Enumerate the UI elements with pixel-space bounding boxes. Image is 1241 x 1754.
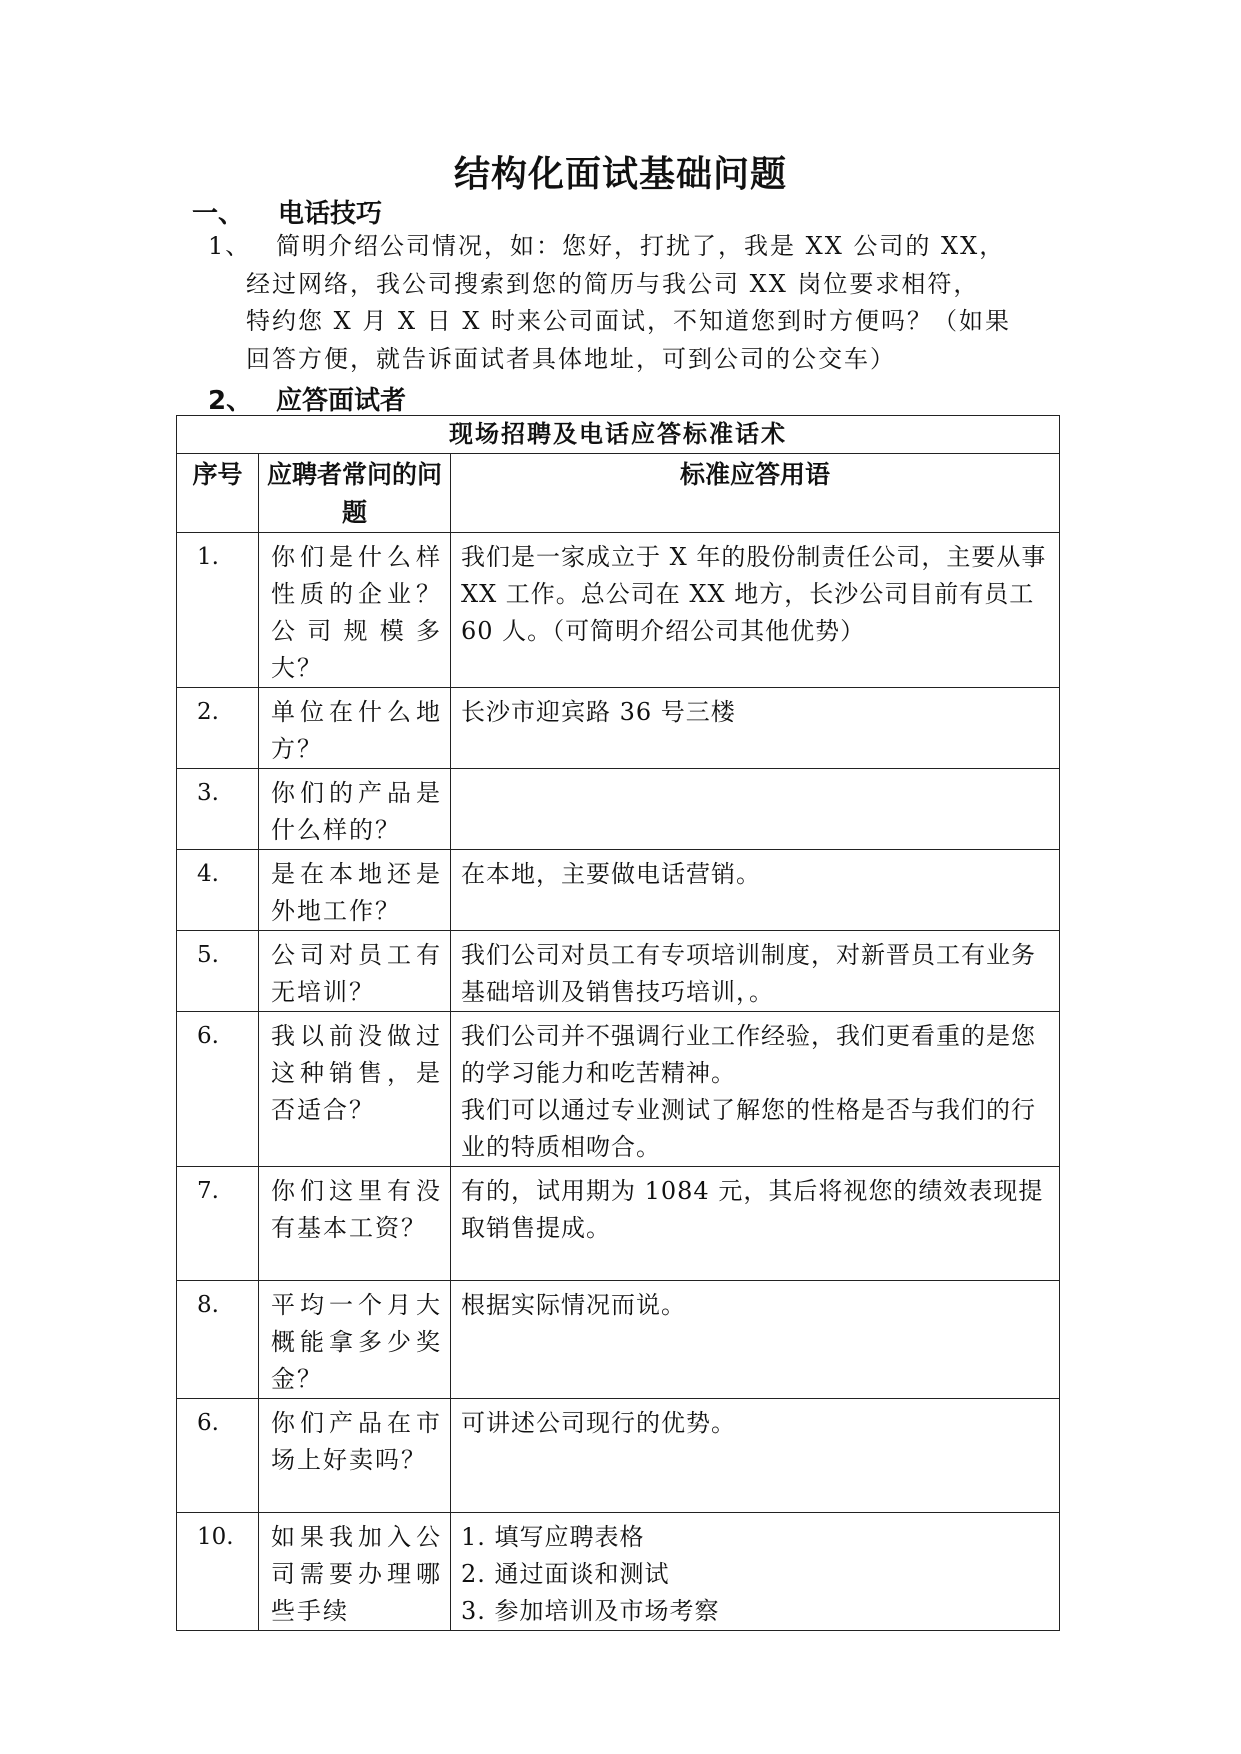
- header-answer: 标准应答用语: [451, 454, 1060, 533]
- answer-line: 有的，试用期为 1084 元，其后将视您的绩效表现提取销售提成。: [461, 1177, 1044, 1242]
- row-answer: [451, 1167, 1060, 1281]
- row-answer: [451, 769, 1060, 850]
- row-number: 1.: [177, 533, 259, 688]
- row-question: 公司对员工有无培训？: [259, 931, 451, 1012]
- item1-number: 1、: [208, 232, 252, 260]
- row-number: 5.: [177, 931, 259, 1012]
- table-row: [177, 688, 1060, 769]
- item1-line-4: 回答方便，就告诉面试者具体地址，可到公司的公交车）: [246, 345, 896, 373]
- document-title: 结构化面试基础问题: [453, 154, 787, 195]
- item1-line-2: 经过网络，我公司搜索到您的简历与我公司 XX 岗位要求相符，: [246, 270, 980, 298]
- row-question: 是在本地还是外地工作？: [259, 850, 451, 931]
- row-answer: [451, 1513, 1060, 1631]
- table-row: [177, 931, 1060, 1012]
- row-question: 你们是什么样性质的企业？公司规模多大？: [259, 533, 451, 688]
- row-number: 6.: [177, 1012, 259, 1167]
- answer-line: 我们公司并不强调行业工作经验，我们更看重的是您的学习能力和吃苦精神。: [461, 1022, 1036, 1087]
- row-answer: [451, 533, 1060, 688]
- answer-line: 2. 通过面谈和测试: [461, 1560, 670, 1588]
- row-answer: [451, 1399, 1060, 1513]
- row-number: 2.: [177, 688, 259, 769]
- row-number: 4.: [177, 850, 259, 931]
- item1-line-1: 简明介绍公司情况，如：您好，打扰了，我是 XX 公司的 XX，: [276, 232, 1006, 260]
- row-question: 如果我加入公司需要办理哪些手续: [259, 1513, 451, 1631]
- table-row: [177, 533, 1060, 688]
- row-question: 你们产品在市场上好卖吗？: [259, 1399, 451, 1513]
- table-row: [177, 1281, 1060, 1399]
- table-caption: 现场招聘及电话应答标准话术: [177, 416, 1060, 454]
- row-answer: [451, 850, 1060, 931]
- qa-table: [176, 415, 1060, 1631]
- section1-number: 一、: [192, 199, 245, 229]
- row-number: 6.: [177, 1399, 259, 1513]
- row-answer: [451, 688, 1060, 769]
- row-answer: [451, 931, 1060, 1012]
- header-num: 序号: [177, 454, 259, 533]
- table-row: [177, 850, 1060, 931]
- row-question: 你们的产品是什么样的？: [259, 769, 451, 850]
- row-question: 你们这里有没有基本工资？: [259, 1167, 451, 1281]
- answer-line: 根据实际情况而说。: [461, 1291, 686, 1319]
- row-question: 单位在什么地方？: [259, 688, 451, 769]
- answer-line: 可讲述公司现行的优势。: [461, 1409, 736, 1437]
- row-question: 平均一个月大概能拿多少奖金？: [259, 1281, 451, 1399]
- answer-line: 我们公司对员工有专项培训制度，对新晋员工有业务基础培训及销售技巧培训，。: [461, 941, 1036, 1006]
- answer-line: 1. 填写应聘表格: [461, 1523, 645, 1551]
- row-answer: [451, 1012, 1060, 1167]
- table-row: [177, 769, 1060, 850]
- row-number: 3.: [177, 769, 259, 850]
- row-number: 8.: [177, 1281, 259, 1399]
- answer-line: 我们可以通过专业测试了解您的性格是否与我们的行业的特质相吻合。: [461, 1096, 1036, 1161]
- item1-line-3: 特约您 X 月 X 日 X 时来公司面试，不知道您到时方便吗？（如果: [246, 307, 1012, 335]
- answer-line: 我们是一家成立于 X 年的股份制责任公司，主要从事 XX 工作。总公司在 XX 地方，长沙公司目前有员工 60 人。（可简明介绍公司其他优势）: [461, 543, 1047, 645]
- answer-line: 长沙市迎宾路 36 号三楼: [461, 698, 736, 726]
- table-row: [177, 1399, 1060, 1513]
- header-question: 应聘者常问的问题: [259, 454, 451, 533]
- answer-line: 3. 参加培训及市场考察: [461, 1597, 720, 1625]
- table-row: [177, 1012, 1060, 1167]
- row-number: 7.: [177, 1167, 259, 1281]
- table-row: [177, 1167, 1060, 1281]
- row-number: 10.: [177, 1513, 259, 1631]
- item2-number: 2、: [208, 386, 253, 416]
- section1-title: 电话技巧: [278, 199, 383, 229]
- table-row: [177, 1513, 1060, 1631]
- row-question: 我以前没做过这种销售，是否适合？: [259, 1012, 451, 1167]
- row-answer: [451, 1281, 1060, 1399]
- answer-line: 在本地，主要做电话营销。: [461, 860, 761, 888]
- item2-title: 应答面试者: [276, 386, 407, 416]
